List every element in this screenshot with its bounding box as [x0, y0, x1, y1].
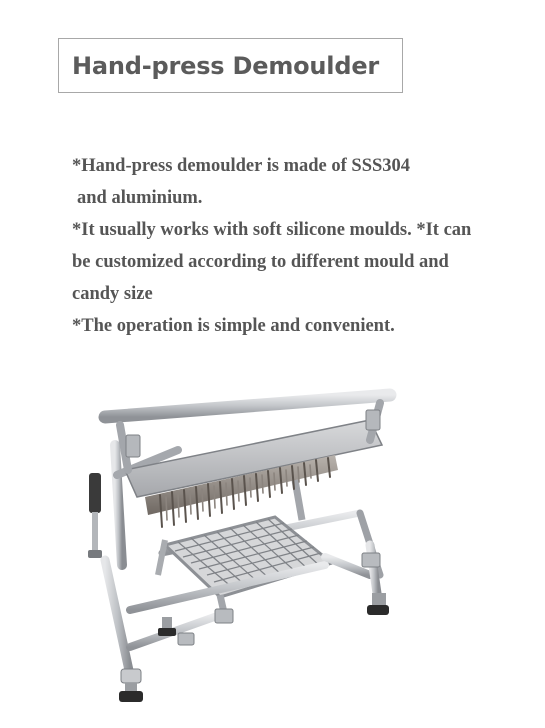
page-title: Hand-press Demoulder — [72, 51, 380, 80]
product-photo — [70, 385, 440, 710]
description-line-2: and aluminium. — [77, 188, 203, 208]
description-line-4: be customized according to different mould and — [72, 252, 449, 272]
feet — [119, 593, 389, 702]
description-line-1: *Hand-press demoulder is made of SSS304 — [72, 156, 411, 176]
title-box — [58, 38, 403, 93]
description-line-6: *The operation is simple and convenient. — [72, 316, 395, 336]
description — [72, 150, 542, 342]
description-line-3: *It usually works with soft silicone moulds. *It can — [72, 220, 472, 240]
description-line-5: candy size — [72, 284, 153, 304]
press-plate — [125, 420, 382, 527]
